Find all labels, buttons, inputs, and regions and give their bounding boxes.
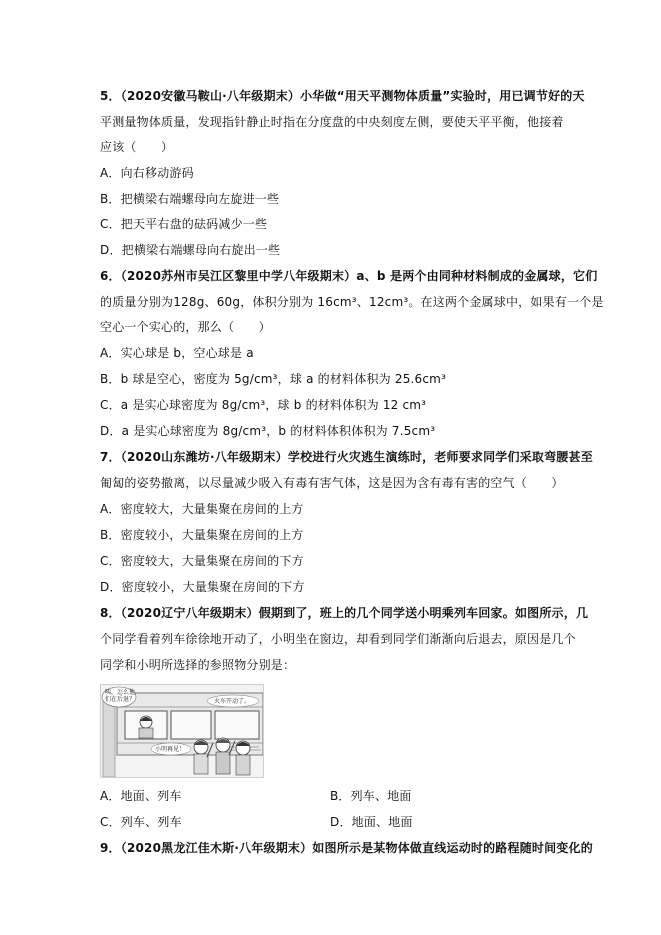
q6-option-b: B．b 球是空心，密度为 5g/cm³，球 a 的材料体积为 25.6cm³ [100, 372, 447, 386]
q7-option-b: B．密度较小，大量集聚在房间的上方 [100, 528, 304, 542]
bubble-xiaoming: 咦，怎么他们在后退？ [105, 689, 136, 703]
q5-option-b: B．把横梁右端螺母向左旋进一些 [100, 192, 280, 206]
q8-option-d: D．地面、地面 [330, 815, 413, 829]
q6-stem-line-2: 的质量分别为128g、60g，体积分别为 16cm³、12cm³。在这两个金属球中，如果有一个是 [100, 295, 604, 309]
bubble-goodbye: 小明再见！ [155, 746, 186, 753]
q7-option-a: A．密度较大，大量集聚在房间的上方 [100, 502, 304, 516]
bubble-train-started: 火车开动了。 [214, 698, 251, 705]
q5-stem-line-2: 平测量物体质量，发现指针静止时指在分度盘的中央刻度左侧，要使天平平衡，他接着 [100, 115, 564, 129]
q9-stem-line-1: 9．（2020黑龙江佳木斯·八年级期末）如图所示是某物体做直线运动时的路程随时间变化的 [100, 841, 593, 855]
q7-option-d: D．密度较小，大量集聚在房间的下方 [100, 580, 305, 594]
q5-stem-line-3: 应该（ ） [100, 140, 174, 154]
q5-stem-line-1: 5．（2020安徽马鞍山·八年级期末）小华做“用天平测物体质量”实验时，用已调节好的天 [100, 89, 585, 103]
train-illustration [100, 684, 264, 778]
q8-stem-line-1: 8．（2020辽宁八年级期末）假期到了，班上的几个同学送小明乘列车回家。如图所示，几 [100, 606, 589, 620]
q6-option-a: A．实心球是 b，空心球是 a [100, 346, 254, 360]
q7-stem-line-1: 7．（2020山东潍坊·八年级期末）学校进行火灾逃生演练时，老师要求同学们采取弯腰甚至 [100, 450, 593, 464]
q6-stem-line-1: 6．（2020苏州市吴江区黎里中学八年级期末）a、b 是两个由同种材料制成的金属球，它们 [100, 269, 598, 283]
q5-option-d: D．把横梁右端螺母向右旋出一些 [100, 243, 281, 257]
q8-option-c: C．列车、列车 [100, 815, 182, 829]
q7-stem-line-2: 匍匐的姿势撤离，以尽量减少吸入有毒有害气体，这是因为含有毒有害的空气（ ） [100, 476, 564, 490]
q8-option-a: A．地面、列车 [100, 789, 182, 803]
q6-option-c: C．a 是实心球密度为 8g/cm³，球 b 的材料体积为 12 cm³ [100, 398, 427, 412]
q6-stem-line-3: 空心一个实心的，那么（ ） [100, 320, 271, 334]
q8-option-b: B．列车、地面 [330, 789, 412, 803]
q5-option-a: A．向右移动游码 [100, 166, 194, 180]
q5-option-c: C．把天平右盘的砝码减少一些 [100, 217, 268, 231]
q6-option-d: D．a 是实心球密度为 8g/cm³，b 的材料体积体积为 7.5cm³ [100, 424, 436, 438]
q7-option-c: C．密度较大，大量集聚在房间的下方 [100, 554, 304, 568]
q8-stem-line-2: 个同学看着列车徐徐地开动了，小明坐在窗边，却看到同学们渐渐向后退去，原因是几个 [100, 632, 576, 646]
q8-stem-line-3: 同学和小明所选择的参照物分别是： [100, 658, 296, 672]
